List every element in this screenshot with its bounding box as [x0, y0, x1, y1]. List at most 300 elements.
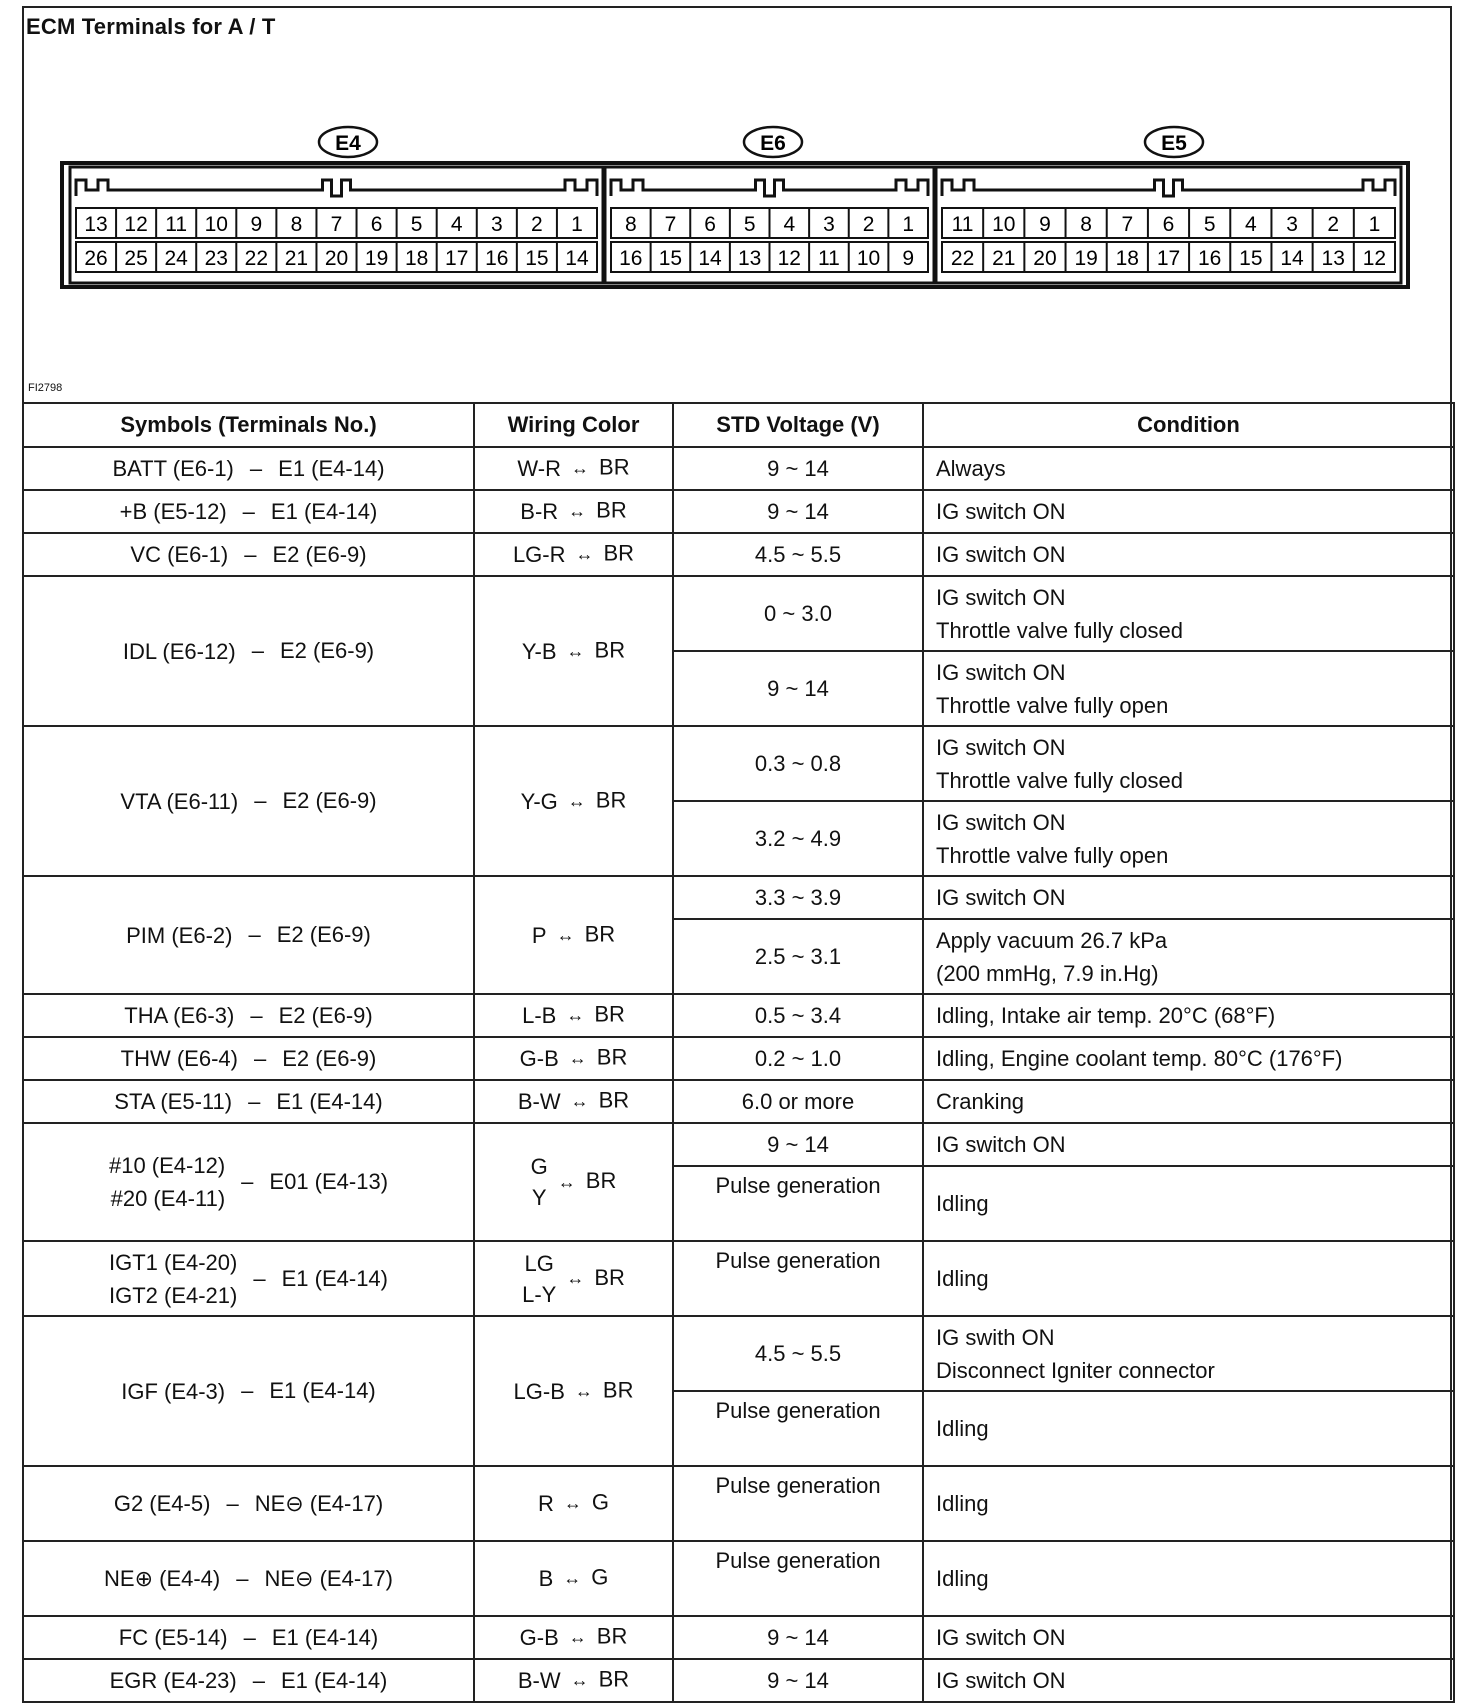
symbol-pair: [30, 1375, 467, 1408]
condition-cell: [923, 1166, 1454, 1241]
wire-color: B: [538, 1566, 554, 1591]
condition-cell: [923, 576, 1454, 651]
wire-color: Y-B: [521, 638, 557, 664]
wire-colors: [532, 920, 547, 951]
table-row: [23, 1316, 1454, 1391]
condition-cell: [923, 1241, 1454, 1316]
wiring-color-cell: [474, 576, 673, 726]
dash: –: [241, 1169, 254, 1194]
wire-color-ground: BR: [596, 1623, 628, 1649]
std-voltage-cell: 3.3 ~ 3.9: [673, 876, 923, 919]
symbol-terminals: [130, 538, 228, 571]
symbol-pair: [30, 919, 467, 952]
condition-line: Cranking: [936, 1089, 1025, 1114]
ground-terminal: E1 (E4-14): [281, 1265, 388, 1291]
dash: –: [242, 498, 255, 524]
pin-e4-24: 24: [164, 247, 188, 270]
wire-color-ground: BR: [584, 920, 616, 946]
wire-color-ground: BR: [602, 1376, 634, 1402]
condition-line: IG switch ON: [936, 885, 1066, 910]
condition-cell: [923, 1391, 1454, 1466]
wire-colors: [517, 453, 561, 484]
wire-color: Y-G: [520, 788, 558, 814]
table-row: [23, 576, 1454, 651]
connector-label-e6: E6: [760, 132, 786, 155]
pin-e6-16: 16: [619, 247, 643, 270]
symbol-pair: [30, 785, 467, 818]
pin-e6-10: 10: [856, 247, 881, 270]
dash: –: [252, 1667, 265, 1693]
std-voltage-cell: 0.3 ~ 0.8: [673, 726, 923, 801]
pin-e5-9: 9: [1039, 213, 1051, 236]
pin-e4-11: 11: [165, 213, 188, 236]
symbol-terminals: [123, 635, 236, 668]
std-voltage-cell: Pulse generation: [673, 1241, 923, 1316]
wire-color: B-W: [517, 1668, 561, 1693]
pin-e4-16: 16: [485, 247, 509, 270]
symbol-cell: [23, 576, 474, 726]
condition-line: Throttle valve fully open: [936, 842, 1169, 868]
wire-color-ground: BR: [598, 1087, 630, 1113]
symbol-cell: [23, 994, 474, 1037]
symbol-pair: [30, 1149, 467, 1215]
dash: –: [236, 1565, 249, 1591]
pin-e4-20: 20: [324, 247, 349, 270]
double-arrow-icon: ↔: [566, 640, 585, 661]
terminal-symbol: BATT (E6-1): [112, 456, 234, 481]
std-voltage-cell: Pulse generation: [673, 1541, 923, 1616]
double-arrow-icon: ↔: [557, 1171, 576, 1192]
table-row: [23, 1080, 1454, 1123]
condition-line: IG switch ON: [936, 809, 1066, 835]
symbol-pair: [30, 1246, 467, 1312]
dash: –: [250, 1002, 263, 1028]
wire-colors: [520, 1622, 559, 1653]
wire-color-ground: BR: [596, 497, 627, 523]
keyway-e4: [76, 180, 597, 196]
pin-e5-5: 5: [1203, 213, 1216, 236]
condition-cell: [923, 726, 1454, 801]
wire-color: P: [531, 922, 547, 948]
table-row: [23, 1037, 1454, 1080]
std-voltage-cell: 9 ~ 14: [673, 651, 923, 726]
condition-line: IG switch ON: [936, 499, 1066, 524]
condition-line: Idling: [936, 1416, 989, 1441]
wire-color-ground: BR: [594, 1001, 625, 1027]
pin-e4-26: 26: [84, 247, 108, 270]
symbol-pair: [30, 495, 467, 528]
symbol-cell: [23, 1316, 474, 1466]
table-row: [23, 1466, 1454, 1541]
table-row: [23, 994, 1454, 1037]
table-row: [23, 533, 1454, 576]
symbol-pair: [30, 1562, 467, 1595]
std-voltage-cell: 0.5 ~ 3.4: [673, 994, 923, 1037]
wiring-color-cell: [474, 490, 673, 533]
condition-line: Idling: [936, 1266, 989, 1291]
pin-e4-1: 1: [571, 213, 583, 236]
wire-color-ground: BR: [603, 540, 635, 566]
double-arrow-icon: ↔: [563, 1493, 582, 1514]
wire-colors: [518, 1665, 561, 1696]
condition-line: Throttle valve fully closed: [936, 767, 1183, 793]
condition-cell: [923, 1123, 1454, 1166]
symbol-terminals: [109, 1246, 237, 1312]
terminal-symbol: IGT2 (E4-21): [108, 1282, 238, 1308]
symbol-cell: [23, 1037, 474, 1080]
pin-e4-15: 15: [525, 247, 549, 270]
symbol-cell: [23, 1541, 474, 1616]
std-voltage-cell: 0 ~ 3.0: [673, 576, 923, 651]
ground-terminal: E01 (E4-13): [269, 1169, 389, 1194]
keyway-e5: [942, 180, 1395, 196]
symbol-terminals: [124, 999, 234, 1032]
symbol-terminals: [120, 495, 227, 528]
ground-terminal: E1 (E4-14): [276, 1088, 383, 1114]
dash: –: [253, 1045, 267, 1071]
wiring-color-cell: [474, 876, 673, 994]
symbol-terminals: [121, 1375, 225, 1408]
wire-color: G: [530, 1154, 548, 1179]
wiring-color-cell: [474, 447, 673, 490]
wiring-color-cell: [474, 1123, 673, 1241]
condition-cell: [923, 533, 1454, 576]
double-arrow-icon: ↔: [568, 1048, 587, 1069]
symbol-cell: [23, 726, 474, 876]
ground-terminal: E2 (E6-9): [282, 788, 377, 813]
condition-line: IG switch ON: [936, 659, 1066, 685]
terminal-symbol: EGR (E4-23): [109, 1668, 237, 1693]
terminal-symbol: IDL (E6-12): [122, 638, 236, 664]
std-voltage-cell: 9 ~ 14: [673, 447, 923, 490]
condition-cell: [923, 801, 1454, 876]
table-row: [23, 1123, 1454, 1166]
header-std-voltage: STD Voltage (V): [673, 403, 923, 447]
terminal-symbol: THW (E6-4): [120, 1046, 238, 1071]
figure-id: FI2798: [28, 382, 63, 394]
symbol-cell: [23, 1659, 474, 1702]
condition-cell: [923, 1080, 1454, 1123]
condition-cell: [923, 1037, 1454, 1080]
terminal-symbol: NE⊕ (E4-4): [104, 1566, 221, 1591]
wire-colors: [520, 1043, 559, 1074]
pin-e5-2: 2: [1327, 213, 1340, 236]
wire-color: B-R: [520, 499, 559, 524]
std-voltage-cell: 0.2 ~ 1.0: [673, 1037, 923, 1080]
table-row: [23, 1541, 1454, 1616]
wire-color-ground: G: [591, 1489, 609, 1515]
terminal-symbol: FC (E5-14): [118, 1625, 228, 1650]
pin-e5-6: 6: [1162, 213, 1175, 236]
symbol-cell: [23, 1123, 474, 1241]
ground-terminal: E1 (E4-14): [270, 498, 378, 524]
wire-color-ground: BR: [595, 786, 627, 812]
condition-cell: [923, 1659, 1454, 1702]
condition-line: IG switch ON: [936, 1668, 1066, 1693]
wiring-color-cell: [474, 994, 673, 1037]
wire-color-ground: BR: [599, 454, 630, 480]
symbol-terminals: [110, 1664, 237, 1697]
dash: –: [248, 922, 261, 947]
terminal-symbol: #10 (E4-12): [108, 1153, 226, 1178]
wiring-color-cell: [474, 1616, 673, 1659]
condition-line: IG switch ON: [936, 734, 1066, 760]
condition-line: IG switch ON: [936, 542, 1066, 567]
ground-terminal: E2 (E6-9): [276, 922, 371, 947]
wire-color-ground: BR: [594, 636, 626, 662]
double-arrow-icon: ↔: [568, 501, 587, 522]
pin-e5-20: 20: [1033, 247, 1057, 270]
double-arrow-icon: ↔: [570, 1670, 589, 1691]
symbol-cell: [23, 447, 474, 490]
terminal-symbol: G2 (E4-5): [113, 1491, 211, 1516]
double-arrow-icon: ↔: [566, 1005, 585, 1026]
pin-e4-21: 21: [284, 247, 309, 270]
wiring-color-cell: [474, 1316, 673, 1466]
pin-e5-15: 15: [1239, 247, 1263, 270]
wiring-color-cell: [474, 1659, 673, 1702]
wire-color-ground: G: [591, 1564, 609, 1590]
condition-cell: [923, 1316, 1454, 1391]
header-wiring-color: Wiring Color: [474, 403, 673, 447]
condition-line: IG switch ON: [936, 584, 1066, 610]
symbol-cell: [23, 876, 474, 994]
ground-terminal: NE⊖ (E4-17): [264, 1565, 393, 1591]
terminal-symbol: #20 (E4-11): [110, 1186, 226, 1211]
pin-e4-17: 17: [445, 247, 469, 270]
dash: –: [243, 1624, 256, 1650]
pin-e4-23: 23: [204, 247, 228, 270]
pin-e4-22: 22: [244, 247, 269, 270]
wire-colors: [522, 1248, 556, 1310]
pin-e6-9: 9: [902, 247, 915, 270]
condition-cell: [923, 447, 1454, 490]
pin-e5-4: 4: [1245, 213, 1257, 236]
pin-e6-14: 14: [698, 247, 722, 270]
std-voltage-cell: 3.2 ~ 4.9: [673, 801, 923, 876]
connector-label-e5: E5: [1161, 132, 1187, 155]
terminal-symbol: IGF (E4-3): [121, 1378, 226, 1404]
dash: –: [241, 1378, 254, 1403]
condition-line: Apply vacuum 26.7 kPa: [936, 927, 1168, 953]
table-row: [23, 1616, 1454, 1659]
table-row: [23, 876, 1454, 919]
connector-label-e4: E4: [335, 132, 361, 155]
pin-e6-6: 6: [704, 213, 716, 236]
pin-e5-10: 10: [992, 213, 1016, 236]
pin-e4-12: 12: [124, 213, 148, 236]
symbol-terminals: [109, 1149, 225, 1215]
pin-e6-5: 5: [743, 213, 756, 236]
dash: –: [254, 788, 267, 813]
wire-color: LG-R: [512, 542, 566, 567]
symbol-terminals: [104, 1562, 220, 1595]
condition-line: IG switch ON: [936, 1132, 1066, 1157]
pin-e6-13: 13: [738, 247, 762, 270]
double-arrow-icon: ↔: [563, 1568, 582, 1589]
wire-colors: [513, 539, 566, 570]
condition-line: Always: [936, 456, 1006, 481]
pin-e4-10: 10: [204, 213, 228, 236]
pin-e6-4: 4: [783, 213, 796, 236]
pin-e5-3: 3: [1286, 213, 1298, 236]
dash: –: [249, 455, 263, 481]
double-arrow-icon: ↔: [575, 544, 594, 565]
symbol-pair: [30, 538, 467, 571]
condition-line: Idling: [936, 1191, 989, 1216]
symbol-pair: [30, 1042, 467, 1075]
std-voltage-cell: 9 ~ 14: [673, 1659, 923, 1702]
wiring-color-cell: [474, 1466, 673, 1541]
dash: –: [226, 1490, 239, 1516]
wiring-color-cell: [474, 533, 673, 576]
condition-cell: [923, 490, 1454, 533]
terminal-symbol: IGT1 (E4-20): [108, 1249, 238, 1275]
double-arrow-icon: ↔: [570, 1091, 589, 1112]
pin-e5-12: 12: [1362, 247, 1387, 270]
header-symbols: Symbols (Terminals No.): [23, 403, 474, 447]
condition-line: (200 mmHg, 7.9 in.Hg): [936, 960, 1159, 986]
wiring-color-cell: [474, 1080, 673, 1123]
condition-line: Idling, Engine coolant temp. 80°C (176°F): [936, 1046, 1343, 1071]
pin-e5-7: 7: [1121, 213, 1134, 236]
table-row: [23, 726, 1454, 801]
symbol-cell: [23, 1080, 474, 1123]
wiring-color-cell: [474, 1541, 673, 1616]
terminal-spec-table: [22, 402, 1455, 1703]
ground-terminal: E1 (E4-14): [281, 1667, 388, 1693]
pin-e4-18: 18: [404, 247, 429, 270]
dash: –: [244, 541, 257, 567]
std-voltage-cell: 2.5 ~ 3.1: [673, 919, 923, 994]
wire-colors: [518, 1086, 561, 1117]
double-arrow-icon: ↔: [568, 1627, 587, 1648]
double-arrow-icon: ↔: [556, 924, 575, 945]
symbol-pair: [30, 1487, 467, 1520]
std-voltage-cell: Pulse generation: [673, 1466, 923, 1541]
terminal-symbol: STA (E5-11): [114, 1089, 233, 1114]
symbol-terminals: [121, 1042, 238, 1075]
wire-color: W-R: [517, 456, 562, 481]
wire-color: L-B: [522, 1003, 557, 1028]
symbol-pair: [30, 1664, 467, 1697]
pin-e6-11: 11: [818, 247, 840, 270]
pin-e6-2: 2: [862, 213, 875, 236]
std-voltage-cell: Pulse generation: [673, 1166, 923, 1241]
wire-colors: [539, 1563, 554, 1594]
condition-line: Idling: [936, 1566, 989, 1591]
std-voltage-cell: 9 ~ 14: [673, 1616, 923, 1659]
terminal-symbol: VC (E6-1): [130, 542, 229, 567]
pin-e4-3: 3: [490, 213, 503, 236]
condition-cell: [923, 994, 1454, 1037]
ecm-connector-diagram: [0, 0, 1472, 400]
symbol-terminals: [119, 1621, 228, 1654]
pin-e4-4: 4: [450, 213, 463, 236]
condition-cell: [923, 1541, 1454, 1616]
pin-e6-3: 3: [823, 213, 835, 236]
pin-e5-14: 14: [1280, 247, 1304, 270]
wire-color-ground: BR: [594, 1264, 625, 1290]
symbol-pair: [30, 999, 467, 1032]
wire-color-ground: BR: [596, 1044, 628, 1070]
symbol-cell: [23, 490, 474, 533]
pin-e6-8: 8: [624, 213, 637, 236]
dash: –: [248, 1088, 261, 1114]
std-voltage-cell: 9 ~ 14: [673, 490, 923, 533]
wire-colors: [520, 496, 558, 527]
pin-e6-12: 12: [777, 247, 801, 270]
symbol-terminals: [112, 452, 233, 485]
std-voltage-cell: Pulse generation: [673, 1391, 923, 1466]
wire-color: G-B: [519, 1625, 559, 1650]
dash: –: [251, 638, 264, 663]
terminal-symbol: VTA (E6-11): [120, 788, 239, 814]
page-title: ECM Terminals for A / T: [26, 14, 276, 39]
table-body: [23, 447, 1454, 1702]
wire-color: Y: [531, 1185, 547, 1210]
wire-color: G-B: [519, 1046, 559, 1071]
std-voltage-cell: 4.5 ~ 5.5: [673, 1316, 923, 1391]
condition-line: IG swith ON: [936, 1324, 1055, 1350]
double-arrow-icon: ↔: [571, 458, 590, 479]
condition-line: IG switch ON: [936, 1625, 1066, 1650]
symbol-terminals: [120, 785, 238, 818]
ground-terminal: E2 (E6-9): [278, 1002, 373, 1028]
wire-colors: [522, 1000, 556, 1031]
condition-cell: [923, 1616, 1454, 1659]
wire-colors: [522, 636, 557, 667]
pin-e5-19: 19: [1074, 247, 1098, 270]
wire-color: B-W: [517, 1089, 561, 1114]
terminal-symbol: +B (E5-12): [119, 499, 227, 524]
pin-e5-1: 1: [1368, 213, 1381, 236]
double-arrow-icon: ↔: [567, 790, 586, 811]
condition-cell: [923, 919, 1454, 994]
ground-terminal: E1 (E4-14): [269, 1378, 376, 1403]
symbol-terminals: [126, 919, 232, 952]
wire-color: LG: [524, 1250, 554, 1276]
wire-color: L-Y: [522, 1281, 557, 1307]
symbol-pair: [30, 1621, 467, 1654]
symbol-pair: [30, 635, 467, 668]
std-voltage-cell: 6.0 or more: [673, 1080, 923, 1123]
pin-e4-5: 5: [410, 213, 423, 236]
table-row: [23, 447, 1454, 490]
symbol-cell: [23, 533, 474, 576]
symbol-cell: [23, 1466, 474, 1541]
pin-e5-16: 16: [1198, 247, 1222, 270]
table-row: [23, 1241, 1454, 1316]
wiring-color-cell: [474, 1037, 673, 1080]
pin-e4-19: 19: [364, 247, 389, 270]
condition-line: Idling, Intake air temp. 20°C (68°F): [936, 1003, 1276, 1028]
double-arrow-icon: ↔: [574, 1380, 593, 1401]
condition-cell: [923, 651, 1454, 726]
pin-e5-17: 17: [1156, 247, 1181, 270]
pin-e4-14: 14: [565, 247, 589, 270]
pin-e5-21: 21: [992, 247, 1016, 270]
wire-colors: [538, 1488, 554, 1519]
terminal-symbol: THA (E6-3): [124, 1003, 235, 1028]
wiring-color-cell: [474, 1241, 673, 1316]
wire-colors: [521, 786, 558, 817]
pin-e4-25: 25: [124, 247, 148, 270]
terminal-symbol: PIM (E6-2): [126, 922, 233, 948]
pin-e5-11: 11: [951, 213, 974, 236]
condition-line: Idling: [936, 1491, 989, 1516]
pin-e6-7: 7: [664, 213, 677, 236]
